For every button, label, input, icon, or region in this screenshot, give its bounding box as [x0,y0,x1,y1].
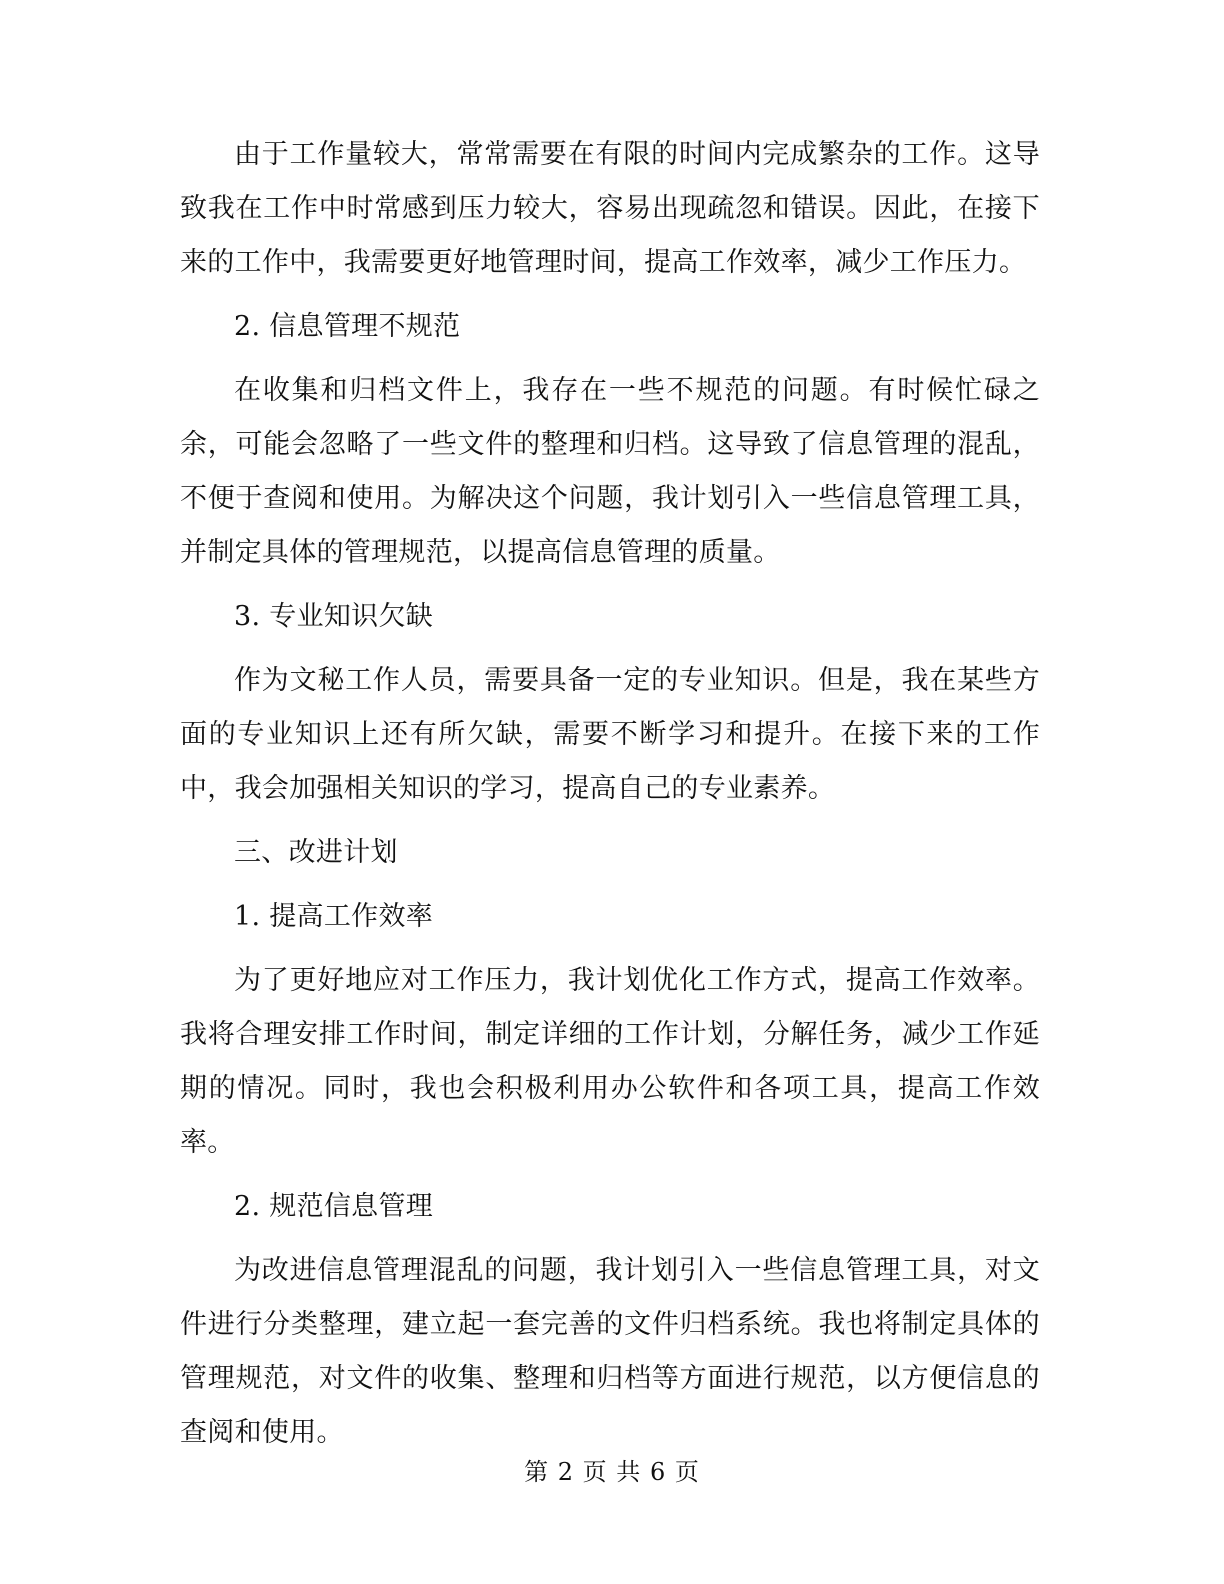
subheading-info-management: 2. 信息管理不规范 [234,311,461,342]
subheading-standardize-info: 2. 规范信息管理 [234,1191,434,1222]
paragraph-standardize-info: 为改进信息管理混乱的问题，我计划引入一些信息管理工具，对文件进行分类整理，建立起一套完善的文件归档系统。我也将制定具体的管理规范，对文件的收集、整理和归档等方面进行规范，以方便信息的查阅和使用。 [180,1255,1040,1448]
section-heading-improvement-plan: 三、改进计划 [234,837,398,868]
document-body [180,128,1040,1470]
paragraph-efficiency: 为了更好地应对工作压力，我计划优化工作方式，提高工作效率。我将合理安排工作时间，制定详细的工作计划，分解任务，减少工作延期的情况。同时，我也会积极利用办公软件和各项工具，提高工作效率。 [180,965,1040,1158]
subheading-efficiency: 1. 提高工作效率 [234,901,434,932]
page-number-footer: 第 2 页 共 6 页 [524,1458,700,1486]
paragraph-info-management: 在收集和归档文件上，我存在一些不规范的问题。有时候忙碌之余，可能会忽略了一些文件的整理和归档。这导致了信息管理的混乱，不便于查阅和使用。为解决这个问题，我计划引入一些信息管理工具，并制定具体的管理规范，以提高信息管理的质量。 [180,375,1040,568]
subheading-knowledge-gap: 3. 专业知识欠缺 [234,601,434,632]
paragraph-knowledge-gap: 作为文秘工作人员，需要具备一定的专业知识。但是，我在某些方面的专业知识上还有所欠缺，需要不断学习和提升。在接下来的工作中，我会加强相关知识的学习，提高自己的专业素养。 [180,665,1040,804]
paragraph-workload: 由于工作量较大，常常需要在有限的时间内完成繁杂的工作。这导致我在工作中时常感到压力较大，容易出现疏忽和错误。因此，在接下来的工作中，我需要更好地管理时间，提高工作效率，减少工作压力。 [180,139,1040,278]
